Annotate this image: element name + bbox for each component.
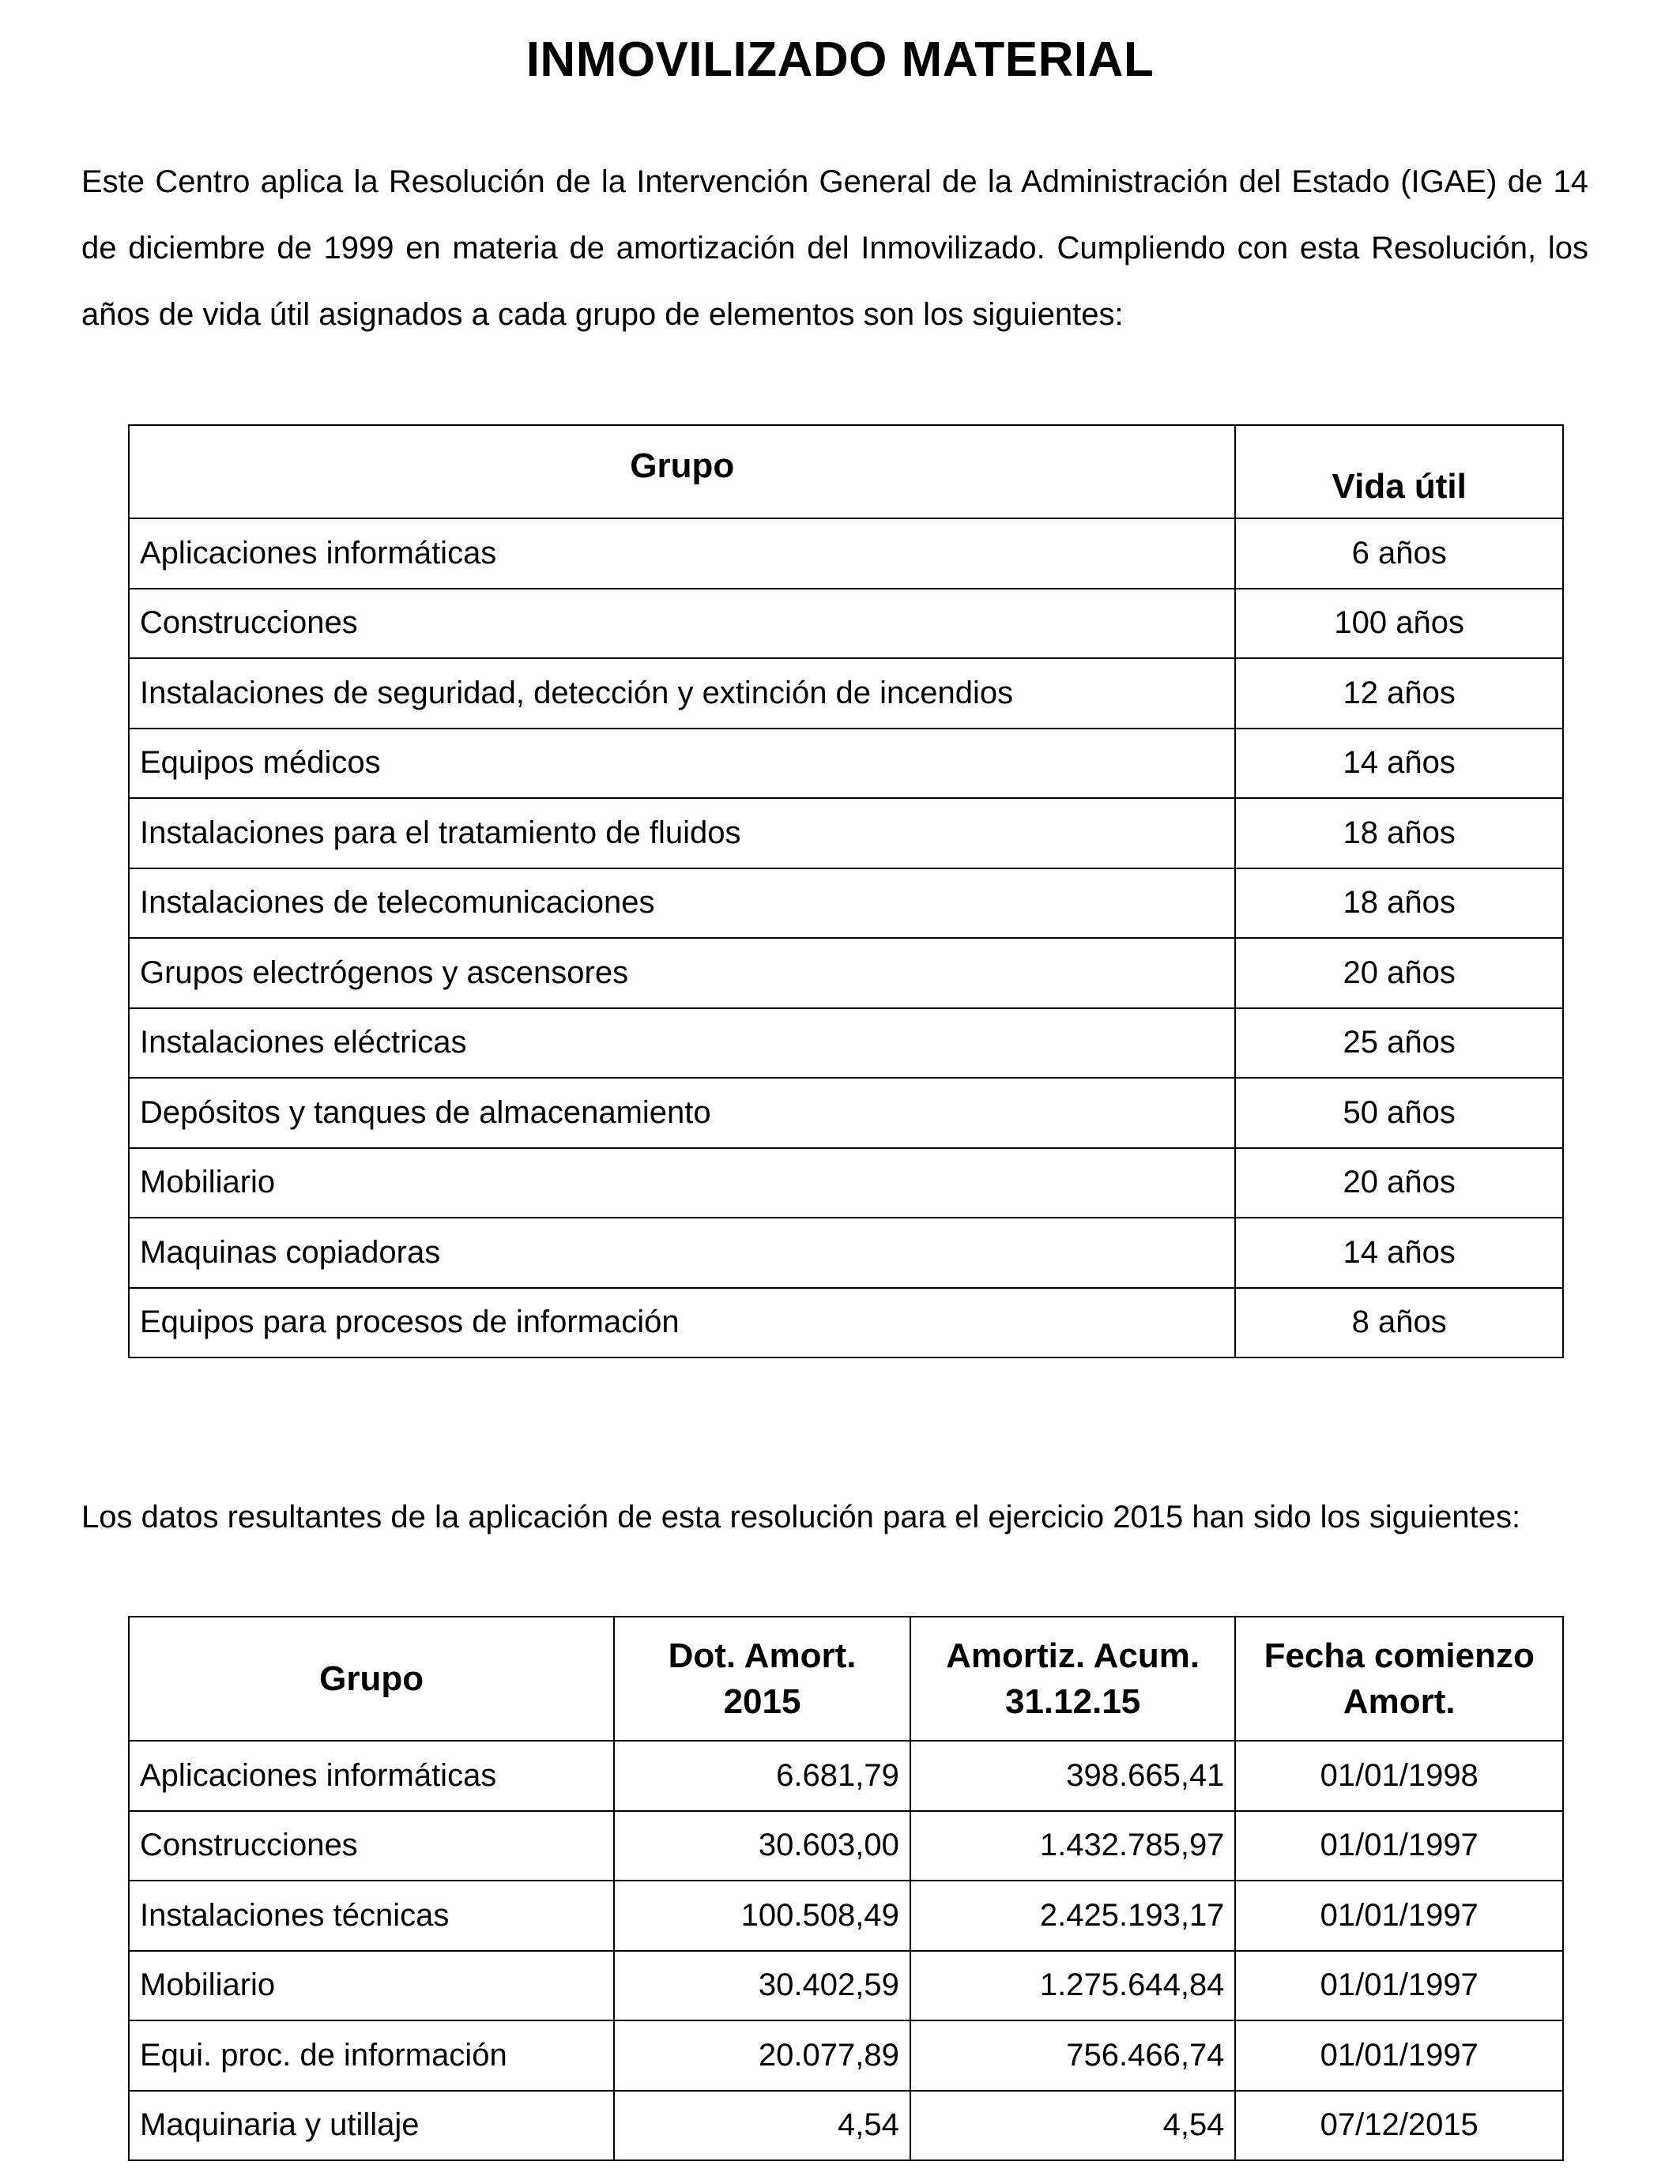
useful-life-cell: 18 años (1235, 798, 1563, 868)
table-row (129, 658, 1563, 729)
header-fecha-comienzo-line2: Amort. (1343, 1681, 1456, 1721)
group-cell: Construcciones (129, 589, 1235, 659)
header-group: Grupo (129, 425, 1235, 518)
table-row (129, 868, 1563, 939)
group-cell: Equipos para procesos de información (129, 1288, 1235, 1358)
useful-life-table (128, 424, 1564, 1358)
group-cell: Instalaciones eléctricas (129, 1008, 1235, 1079)
dot-amort-cell: 4,54 (614, 2091, 910, 2161)
group-cell: Mobiliario (129, 1148, 1235, 1218)
useful-life-cell: 100 años (1235, 589, 1563, 659)
table-row (129, 1008, 1563, 1079)
group-cell: Construcciones (129, 1811, 614, 1881)
amortization-table (128, 1616, 1564, 2161)
header-amortiz-acum-line2: 31.12.15 (1004, 1681, 1141, 1721)
useful-life-cell: 20 años (1235, 1148, 1563, 1218)
useful-life-cell: 20 años (1235, 938, 1563, 1008)
table-row (129, 938, 1563, 1008)
amortiz-acum-cell: 2.425.193,17 (910, 1881, 1236, 1951)
group-cell: Aplicaciones informáticas (129, 518, 1235, 589)
header-dot-amort-line2: 2015 (723, 1681, 801, 1721)
group-cell: Aplicaciones informáticas (129, 1741, 614, 1811)
fecha-cell: 01/01/1998 (1235, 1741, 1563, 1811)
header-dot-amort (614, 1617, 910, 1741)
header-fecha-comienzo-line1: Fecha comienzo (1264, 1636, 1535, 1675)
amortiz-acum-cell: 756.466,74 (910, 2020, 1236, 2091)
fecha-cell: 01/01/1997 (1235, 1881, 1563, 1951)
table-row (129, 1218, 1563, 1288)
group-cell: Instalaciones de telecomunicaciones (129, 868, 1235, 939)
useful-life-cell: 25 años (1235, 1008, 1563, 1079)
table-row (129, 729, 1563, 799)
dot-amort-cell: 30.402,59 (614, 1951, 910, 2021)
header-group: Grupo (129, 1617, 614, 1741)
header-amortiz-acum-line1: Amortiz. Acum. (946, 1636, 1200, 1675)
dot-amort-cell: 6.681,79 (614, 1741, 910, 1811)
useful-life-cell: 18 años (1235, 868, 1563, 939)
header-dot-amort-line1: Dot. Amort. (668, 1636, 857, 1675)
group-cell: Maquinas copiadoras (129, 1218, 1235, 1288)
useful-life-cell: 12 años (1235, 658, 1563, 729)
amortiz-acum-cell: 398.665,41 (910, 1741, 1236, 1811)
group-cell: Depósitos y tanques de almacenamiento (129, 1078, 1235, 1148)
page-title: INMOVILIZADO MATERIAL (525, 32, 1155, 87)
amortiz-acum-cell: 1.432.785,97 (910, 1811, 1236, 1881)
useful-life-cell: 14 años (1235, 1218, 1563, 1288)
intro-paragraph: Este Centro aplica la Resolución de la Intervención General de la Administración del Estado (IGAE) de 14 de diciembre de 1999 en materia de amortización del Inmovilizado. Cumpliendo con esta Resolución, los años de vida útil asignados a cada grupo de elementos son los siguientes: (81, 164, 1588, 332)
table-row (129, 518, 1563, 589)
useful-life-cell: 14 años (1235, 729, 1563, 799)
group-cell: Instalaciones de seguridad, detección y extinción de incendios (129, 658, 1235, 729)
group-cell: Instalaciones para el tratamiento de fluidos (129, 798, 1235, 868)
table-row (129, 1951, 1563, 2021)
fecha-cell: 01/01/1997 (1235, 2020, 1563, 2091)
table-row (129, 1078, 1563, 1148)
group-cell: Mobiliario (129, 1951, 614, 2021)
table-row (129, 1881, 1563, 1951)
group-cell: Maquinaria y utillaje (129, 2091, 614, 2161)
second-paragraph: Los datos resultantes de la aplicación de esta resolución para el ejercicio 2015 han sido los siguientes: (81, 1500, 1521, 1534)
useful-life-cell: 8 años (1235, 1288, 1563, 1358)
table-header-row (129, 425, 1563, 518)
group-cell: Equipos médicos (129, 729, 1235, 799)
table-row (129, 589, 1563, 659)
useful-life-cell: 6 años (1235, 518, 1563, 589)
useful-life-cell: 50 años (1235, 1078, 1563, 1148)
fecha-cell: 01/01/1997 (1235, 1811, 1563, 1881)
table-row (129, 2020, 1563, 2091)
group-cell: Grupos electrógenos y ascensores (129, 938, 1235, 1008)
group-cell: Instalaciones técnicas (129, 1881, 614, 1951)
amortiz-acum-cell: 4,54 (910, 2091, 1236, 2161)
header-useful-life: Vida útil (1235, 425, 1563, 518)
dot-amort-cell: 100.508,49 (614, 1881, 910, 1951)
header-amortiz-acum (910, 1617, 1236, 1741)
dot-amort-cell: 30.603,00 (614, 1811, 910, 1881)
fecha-cell: 01/01/1997 (1235, 1951, 1563, 2021)
table-row (129, 1148, 1563, 1218)
table-row (129, 1288, 1563, 1358)
table-row (129, 1811, 1563, 1881)
table-header-row (129, 1617, 1563, 1741)
table-row (129, 798, 1563, 868)
amortiz-acum-cell: 1.275.644,84 (910, 1951, 1236, 2021)
header-fecha-comienzo (1235, 1617, 1563, 1741)
table-row (129, 2091, 1563, 2161)
group-cell: Equi. proc. de información (129, 2020, 614, 2091)
fecha-cell: 07/12/2015 (1235, 2091, 1563, 2161)
table-row (129, 1741, 1563, 1811)
dot-amort-cell: 20.077,89 (614, 2020, 910, 2091)
